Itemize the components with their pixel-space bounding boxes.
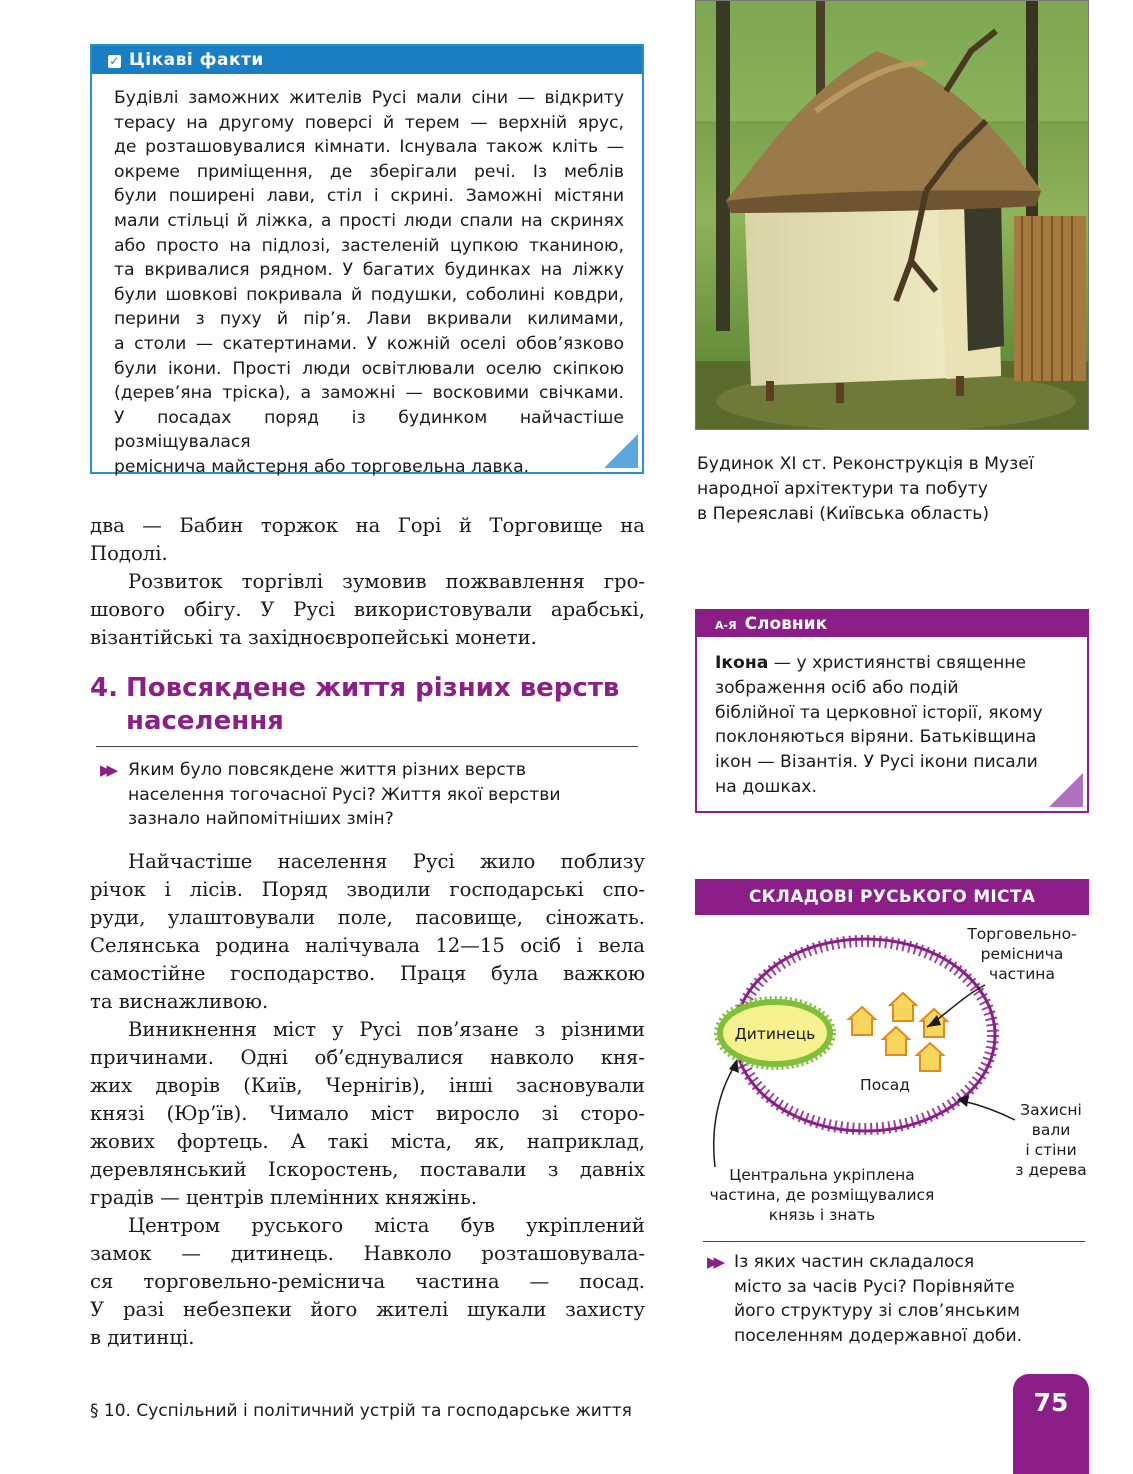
divider bbox=[703, 1241, 1085, 1242]
text-line: в Переяславі (Київська область) bbox=[697, 504, 990, 524]
dictionary-term: Ікона bbox=[715, 653, 769, 673]
text-line: Будинок XI ст. Реконструкція в Музеї bbox=[697, 454, 1034, 474]
heading-number: 4. bbox=[90, 673, 118, 703]
text-line: У разі небезпеки його жителі шукали захисту bbox=[90, 1298, 645, 1321]
checkbox-icon: ✓ bbox=[109, 54, 120, 68]
text-line: річок і лісів. Поряд зводили господарські спо- bbox=[90, 878, 645, 901]
corner-triangle-icon bbox=[1049, 773, 1083, 807]
paragraph bbox=[90, 512, 645, 568]
text-line: місто за часів Русі? Порівняйте bbox=[734, 1276, 1015, 1297]
paragraph bbox=[90, 848, 645, 1016]
heading-line: населення bbox=[126, 706, 284, 736]
text-line: ся торговельно-реміснича частина — посад. bbox=[90, 1270, 645, 1293]
text-line: Селянська родина налічувала 12—15 осіб і вела bbox=[90, 934, 645, 957]
trade-label: реміснича bbox=[980, 945, 1064, 963]
text-line: біблійної та церковної історії, якому bbox=[715, 702, 1043, 723]
main-text-top bbox=[90, 512, 645, 652]
footer-text: § 10. Суспільний і політичний устрій та господарське життя bbox=[90, 1401, 632, 1421]
facts-title: Цікаві факти bbox=[129, 50, 264, 70]
text-line: ікон — Візантія. У Русі ікони писали bbox=[715, 752, 1038, 773]
text-line: де розташовувалися кімнати. Існувала також кліть — bbox=[114, 137, 624, 158]
dictionary-header bbox=[697, 611, 1087, 637]
divider bbox=[96, 746, 638, 747]
text-line: два — Бабин торжок на Горі й Торговище на bbox=[90, 514, 645, 537]
facts-text bbox=[92, 74, 642, 480]
text-line: Розвиток торгівлі зумовив пожвавлення гро- bbox=[128, 570, 645, 593]
text-line: шового обігу. У Русі використовували арабські, bbox=[90, 598, 645, 621]
text-line: (дерев’яна тріска), а заможні — восковими свічками. bbox=[114, 383, 624, 404]
section-heading bbox=[90, 672, 650, 738]
text-line: князі (Юр’їв). Чимало міст виросло зі сторо- bbox=[90, 1102, 645, 1125]
text-line: градів — центрів племінних княжінь. bbox=[90, 1186, 478, 1209]
text-line: на дошках. bbox=[715, 776, 817, 797]
main-text-bottom bbox=[90, 848, 645, 1352]
text-line: його структуру зі слов’янським bbox=[734, 1301, 1020, 1321]
walls-label: вали bbox=[1031, 1121, 1071, 1139]
text-line: Виникнення міст у Русі пов’язане з різними bbox=[128, 1018, 645, 1041]
text-line: Яким було повсякдене життя різних верств bbox=[128, 760, 526, 780]
paragraph bbox=[90, 1212, 645, 1352]
text-line: поселенням додержавної доби. bbox=[734, 1325, 1023, 1346]
facts-box bbox=[90, 44, 644, 477]
text-line: перини з пуху й пір’я. Лави вкривали килимами, bbox=[114, 309, 624, 330]
text-line: були ікони. Прості люди освітлювали оселю скіпкою bbox=[114, 358, 624, 379]
text-line: мали стільці й ліжка, а прості люди спали на скринях bbox=[114, 210, 624, 231]
text-line: причинами. Одні об’єднувалися навколо кня- bbox=[90, 1046, 645, 1069]
text-line: населення тогочасної Русі? Життя якої верстви bbox=[128, 784, 561, 805]
text-line: терасу на другому поверсі й терем — верхній ярус, bbox=[114, 112, 624, 133]
text-line: та вкривалися рядном. У багатих будинках на ліжку bbox=[114, 260, 624, 281]
text-line: самостійне господарство. Праця була важкою bbox=[90, 962, 645, 985]
photo-caption bbox=[697, 452, 1097, 527]
text-line: Центром руського міста був укріплений bbox=[128, 1214, 645, 1237]
trade-label: Торговельно- bbox=[967, 925, 1077, 943]
diagram-title: СКЛАДОВІ РУСЬКОГО МІСТА bbox=[695, 879, 1089, 915]
text-line: а столи — скатертинами. У кожній оселі обов’язково bbox=[114, 333, 624, 354]
text-line: Подолі. bbox=[90, 542, 168, 565]
city-diagram bbox=[695, 915, 1095, 1235]
center-label: Центральна укріплена bbox=[729, 1166, 915, 1184]
text-line: поклоняються віряни. Батьківщина bbox=[715, 727, 1037, 748]
posad-label: Посад bbox=[860, 1076, 910, 1094]
trade-label: частина bbox=[989, 965, 1055, 983]
text-line: або просто на підлозі, застеленій цупкою тканиною, bbox=[114, 235, 624, 256]
text-line: замок — дитинець. Навколо розташовувала- bbox=[90, 1242, 645, 1265]
paragraph bbox=[90, 1016, 645, 1212]
page-number: 75 bbox=[1013, 1374, 1089, 1474]
diagram-question bbox=[707, 1250, 1097, 1348]
text-line: руди, улаштовували поле, пасовище, сіножать. bbox=[90, 906, 645, 929]
text-line: були шовкові покривала й подушки, соболині ковдри, bbox=[114, 284, 624, 305]
citadel-label: Дитинець bbox=[734, 1025, 816, 1043]
dictionary-icon: А-Я bbox=[715, 619, 737, 632]
text-line: Із яких частин складалося bbox=[734, 1252, 975, 1272]
text-line: та виснажливою. bbox=[90, 990, 269, 1013]
dictionary-text bbox=[697, 637, 1087, 800]
center-label: князь і знать bbox=[768, 1206, 876, 1224]
dictionary-box bbox=[695, 609, 1089, 813]
walls-label: Захисні bbox=[1020, 1101, 1082, 1119]
text-line: реміснича майстерня або торговельна лавка. bbox=[114, 456, 530, 477]
walls-label: з дерева bbox=[1015, 1161, 1087, 1179]
text-line: зазнало найпомітніших змін? bbox=[128, 809, 394, 829]
section-question bbox=[100, 758, 645, 832]
text-line: жих дворів (Київ, Чернігів), інші засновували bbox=[90, 1074, 645, 1097]
text-line: візантійські та західноєвропейські монети. bbox=[90, 626, 537, 649]
question-text bbox=[707, 1250, 1097, 1348]
text-line: Ікона — у християнстві священне bbox=[715, 653, 1027, 673]
double-arrow-icon: ▶▶ bbox=[100, 761, 114, 779]
text-line: в дитинці. bbox=[90, 1326, 195, 1349]
text-line: зображення осіб або подій bbox=[715, 677, 959, 698]
text-line: народної архітектури та побуту bbox=[697, 479, 988, 499]
facts-header bbox=[92, 46, 642, 74]
corner-triangle-icon bbox=[604, 434, 638, 468]
text-line: деревлянський Іскоростень, поставали з давніх bbox=[90, 1158, 645, 1181]
center-label: частина, де розміщувалися bbox=[709, 1186, 935, 1204]
house-photo bbox=[695, 0, 1089, 430]
walls-label: і стіни bbox=[1025, 1141, 1077, 1159]
text-line: окреме приміщення, де зберігали речі. Із меблів bbox=[114, 161, 624, 182]
double-arrow-icon: ▶▶ bbox=[707, 1253, 721, 1271]
houses-icon bbox=[849, 993, 947, 1071]
paragraph bbox=[90, 568, 645, 652]
dictionary-title: Словник bbox=[744, 614, 828, 634]
text-line: були поширені лави, стіл і скрині. Заможні містяни bbox=[114, 186, 624, 207]
text-line: Будівлі заможних жителів Русі мали сіни — відкриту bbox=[114, 88, 624, 108]
text-line: Найчастіше населення Русі жило поблизу bbox=[128, 850, 645, 873]
text-line: жових фортець. А такі міста, як, наприклад, bbox=[90, 1130, 645, 1153]
text-line: У посадах поряд із будинком найчастіше розміщувалася bbox=[114, 407, 624, 453]
heading-line: Повсякдене життя різних верств bbox=[126, 673, 620, 703]
question-text bbox=[100, 758, 645, 832]
